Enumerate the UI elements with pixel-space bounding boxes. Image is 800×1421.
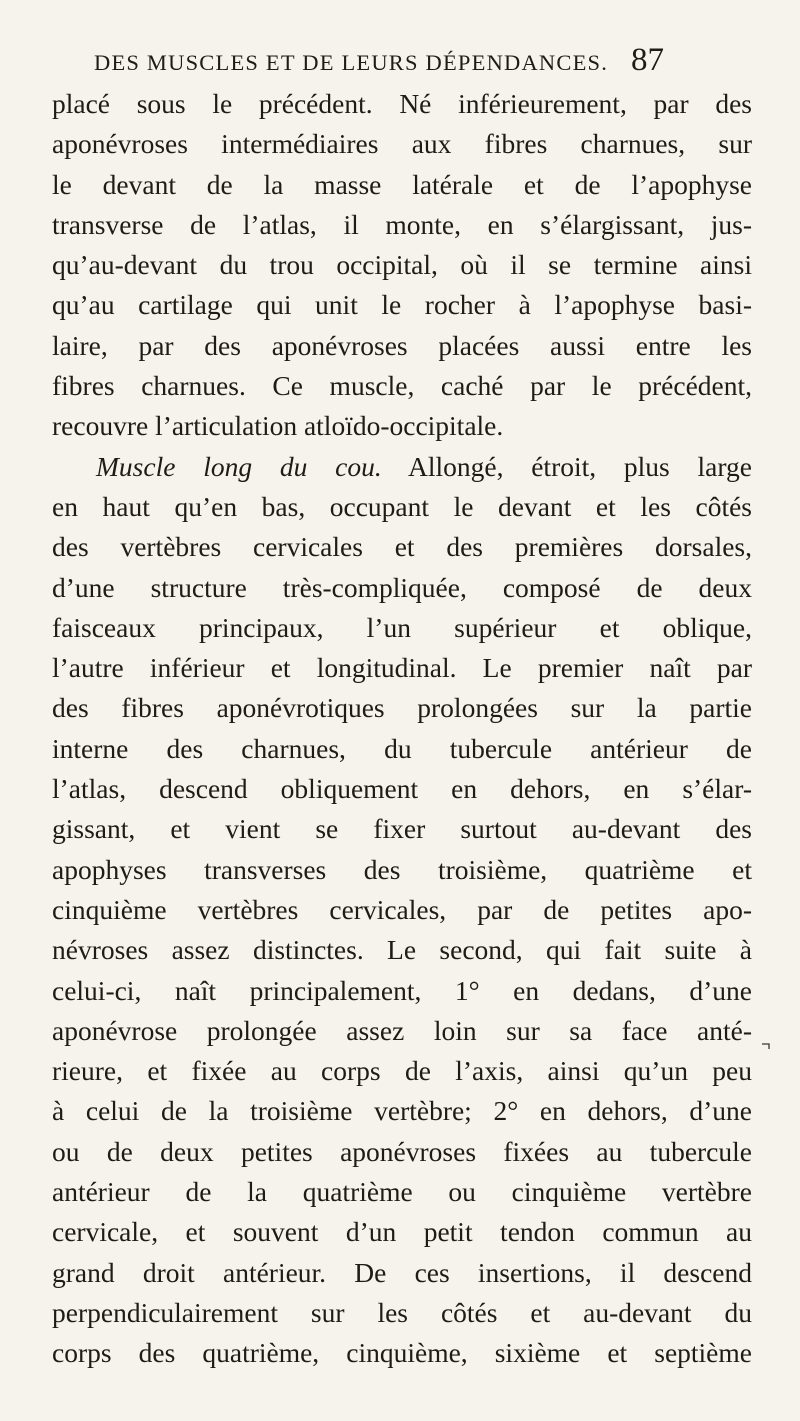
running-title: DES MUSCLES ET DE LEURS DÉPENDANCES. — [94, 50, 609, 75]
text-line: recouvre l’articulation atloïdo-occipitale. — [52, 410, 504, 442]
text-line: gissant, et vient se fixer surtout au-devant des — [52, 813, 752, 845]
text-line: des fibres aponévrotiques prolongées sur la partie — [52, 692, 752, 724]
page-number: 87 — [631, 42, 664, 78]
text-line: grand droit antérieur. De ces insertions, il descend — [52, 1256, 752, 1288]
text-line: transverse de l’atlas, il monte, en s’élargissant, jus- — [52, 208, 752, 240]
text-line: aponévroses intermédiaires aux fibres charnues, sur — [52, 128, 752, 160]
text-line: rieure, et fixée au corps de l’axis, ainsi qu’un peu — [52, 1055, 752, 1087]
text-line: fibres charnues. Ce muscle, caché par le précédent, — [52, 370, 752, 402]
text-line: névroses assez distinctes. Le second, qui fait suite à — [52, 934, 752, 966]
text-line: faisceaux principaux, l’un supérieur et oblique, — [52, 611, 752, 643]
text-line: qu’au cartilage qui unit le rocher à l’apophyse basi- — [52, 289, 752, 321]
text-line: placé sous le précédent. Né inférieurement, par des — [52, 88, 752, 119]
text-line: à celui de la troisième vertèbre; 2° en dehors, d’une — [52, 1095, 752, 1127]
text-line: corps des quatrième, cinquième, sixième et septième — [52, 1337, 752, 1369]
text-line: celui-ci, naît principalement, 1° en dedans, d’une — [52, 974, 752, 1006]
running-head — [94, 44, 664, 84]
text-line: antérieur de la quatrième ou cinquième vertèbre — [52, 1176, 752, 1208]
body-text — [52, 84, 752, 1374]
section-heading-continuation: Allongé, étroit, plus large — [381, 450, 752, 482]
text-line: l’atlas, descend obliquement en dehors, en s’élar- — [52, 773, 752, 805]
text-line: cervicale, et souvent d’un petit tendon commun au — [52, 1216, 752, 1248]
text-line: aponévrose prolongée assez loin sur sa face anté- — [52, 1014, 752, 1046]
text-line: cinquième vertèbres cervicales, par de petites apo- — [52, 893, 752, 925]
margin-mark-icon — [760, 1040, 772, 1052]
text-line: des vertèbres cervicales et des premières dorsales, — [52, 531, 752, 563]
text-line: laire, par des aponévroses placées aussi entre les — [52, 329, 752, 361]
text-line: interne des charnues, du tubercule antérieur de — [52, 732, 752, 764]
text-line: l’autre inférieur et longitudinal. Le premier naît par — [52, 652, 752, 684]
text-line: qu’au-devant du trou occipital, où il se termine ainsi — [52, 249, 752, 281]
section-heading: Muscle long du cou. — [96, 450, 382, 482]
text-line: en haut qu’en bas, occupant le devant et les côtés — [52, 490, 752, 522]
text-line: perpendiculairement sur les côtés et au-devant du — [52, 1296, 752, 1328]
text-line: le devant de la masse latérale et de l’apophyse — [52, 168, 752, 200]
text-line: apophyses transverses des troisième, quatrième et — [52, 853, 752, 885]
section-heading-line — [52, 447, 752, 487]
text-line: d’une structure très-compliquée, composé de deux — [52, 571, 752, 603]
text-line: ou de deux petites aponévroses fixées au tubercule — [52, 1135, 752, 1167]
